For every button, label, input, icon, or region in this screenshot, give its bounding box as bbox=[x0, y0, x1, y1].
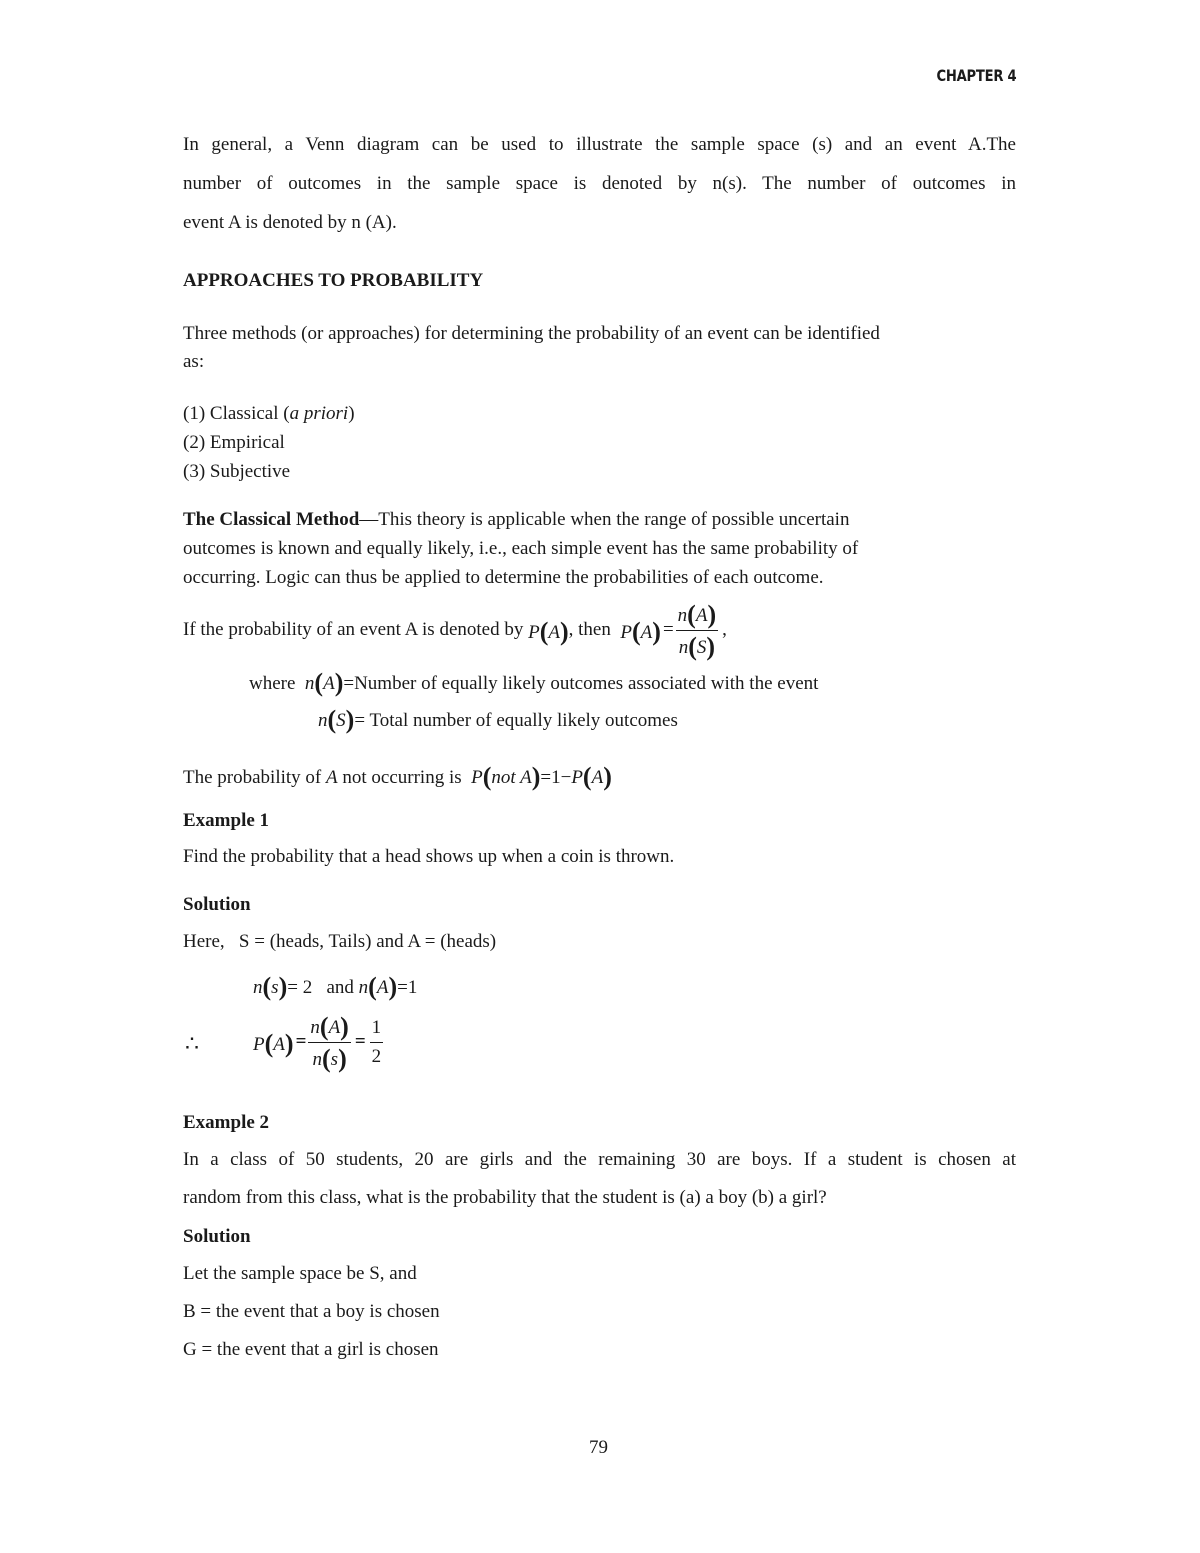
method-empirical: (2) Empirical bbox=[183, 432, 285, 453]
page-number: 79 bbox=[589, 1437, 608, 1458]
example-1-result: P(A) = $\frac{n(A)}{n(s)}$ = $\frac{1}{2}$ bbox=[253, 1011, 382, 1073]
classical-line-2: outcomes is known and equally likely, i.e., each simple event has the same probability of bbox=[183, 538, 859, 559]
example-1-question: Find the probability that a head shows up when a coin is thrown. bbox=[183, 846, 675, 867]
classical-term: The Classical Method bbox=[183, 509, 360, 530]
example-2-line-2: random from this class, what is the probability that the student is (a) a boy (b) a girl? bbox=[183, 1187, 827, 1208]
example-2-solution-heading: Solution bbox=[183, 1226, 251, 1247]
classical-line-3: occurring. Logic can thus be applied to determine the probabilities of each outcome. bbox=[183, 567, 824, 588]
example-2-let-line: Let the sample space be S, and bbox=[183, 1263, 417, 1284]
example-1-counts: n(s)= 2 and n(A)=1 bbox=[253, 972, 418, 1001]
complement-rule: The probability of A not occurring is P(not A)=1−P(A) bbox=[183, 762, 612, 791]
method-subjective: (3) Subjective bbox=[183, 461, 291, 482]
where-nS: n(S)= Total number of equally likely outcomes bbox=[318, 705, 678, 734]
example-1-heading: Example 1 bbox=[183, 810, 270, 831]
where-nA: where n(A)=Number of equally likely outcomes associated with the event bbox=[249, 668, 819, 697]
classical-line-1: The Classical Method—This theory is applicable when the range of possible uncertain bbox=[183, 509, 850, 530]
probability-definition: If the probability of an event A is denoted by P(A) , then P(A) = $\frac{n(A)}{n(S)}$ , bbox=[183, 599, 727, 661]
example-1-sets: Here, S = (heads, Tails) and A = (heads) bbox=[183, 931, 497, 952]
example-2-heading: Example 2 bbox=[183, 1112, 270, 1133]
intro-line-3: event A is denoted by n (A). bbox=[183, 212, 397, 233]
example-2-line-1: In a class of 50 students, 20 are girls and the remaining 30 are boys. If a student is chosen at bbox=[183, 1149, 1016, 1170]
method-classical: (1) Classical (a priori) bbox=[183, 403, 355, 424]
intro-line-1: In general, a Venn diagram can be used to illustrate the sample space (s) and an event A.The bbox=[183, 134, 1016, 155]
formula-P-of-A: P(A) bbox=[528, 617, 569, 646]
example-2-G-line: G = the event that a girl is chosen bbox=[183, 1339, 439, 1360]
example-1-solution-heading: Solution bbox=[183, 894, 251, 915]
example-2-B-line: B = the event that a boy is chosen bbox=[183, 1301, 440, 1322]
chapter-header: CHAPTER 4 bbox=[936, 66, 1016, 85]
intro-line-2: number of outcomes in the sample space is denoted by n(s). The number of outcomes in bbox=[183, 173, 1016, 194]
methods-intro-line-2: as: bbox=[183, 351, 205, 372]
methods-intro-line-1: Three methods (or approaches) for determining the probability of an event can be identified bbox=[183, 323, 880, 344]
section-heading: APPROACHES TO PROBABILITY bbox=[183, 270, 484, 291]
classical-formula-fraction: $\frac{n(A)}{n(S)}$ bbox=[677, 599, 717, 661]
therefore-symbol: ∴ bbox=[185, 1031, 199, 1056]
